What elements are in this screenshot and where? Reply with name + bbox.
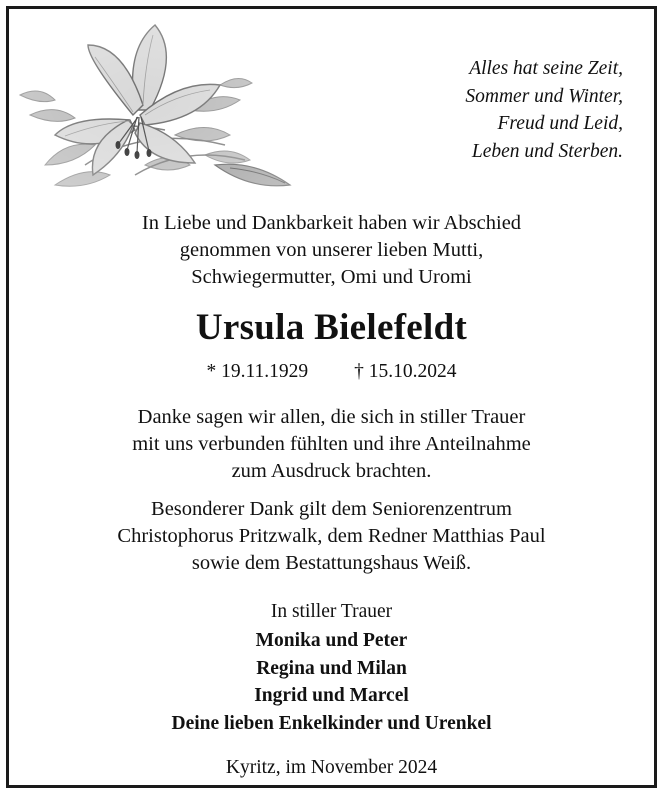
obituary-notice: [6, 6, 657, 788]
death-date: † 15.10.2024: [354, 361, 457, 382]
poem-line: Alles hat seine Zeit,: [469, 58, 623, 79]
special-thanks-line: Besonderer Dank gilt dem Seniorenzentrum: [151, 498, 512, 520]
mourner-name: Ingrid und Marcel: [254, 685, 409, 706]
thanks-line: mit uns verbunden fühlten und ihre Anteilnahme: [132, 433, 531, 455]
poem-line: Freud und Leid,: [497, 113, 623, 134]
life-dates: [9, 359, 654, 385]
mourning-heading: In stiller Trauer: [270, 601, 393, 622]
place-and-date: Kyritz, im November 2024: [225, 757, 438, 778]
intro-line: In Liebe und Dankbarkeit haben wir Abschied: [141, 212, 522, 234]
intro-line: genommen von unserer lieben Mutti,: [179, 239, 484, 261]
intro-text: [9, 210, 654, 291]
birth-date: * 19.11.1929: [206, 361, 309, 382]
poem-quote: [465, 55, 623, 165]
thanks-line: zum Ausdruck brachten.: [231, 460, 432, 482]
thanks-line: Danke sagen wir allen, die sich in stiller Trauer: [137, 406, 526, 428]
mourner-name: Deine lieben Enkelkinder und Urenkel: [171, 712, 492, 734]
mourner-name: Monika und Peter: [255, 630, 408, 651]
lily-flower-icon: [15, 15, 300, 200]
poem-line: Leben und Sterben.: [471, 140, 623, 162]
deceased-name: Ursula Bielefeldt: [195, 307, 468, 348]
thanks-text: [9, 404, 654, 485]
mourner-name: Regina und Milan: [256, 657, 407, 679]
mourner-names: [9, 627, 654, 737]
poem-line: Sommer und Winter,: [465, 85, 623, 107]
special-thanks-text: [9, 496, 654, 577]
special-thanks-line: Christophorus Pritzwalk, dem Redner Matthias Paul: [117, 525, 546, 547]
special-thanks-line: sowie dem Bestattungshaus Weiß.: [191, 552, 472, 574]
intro-line: Schwiegermutter, Omi und Uromi: [191, 266, 472, 288]
